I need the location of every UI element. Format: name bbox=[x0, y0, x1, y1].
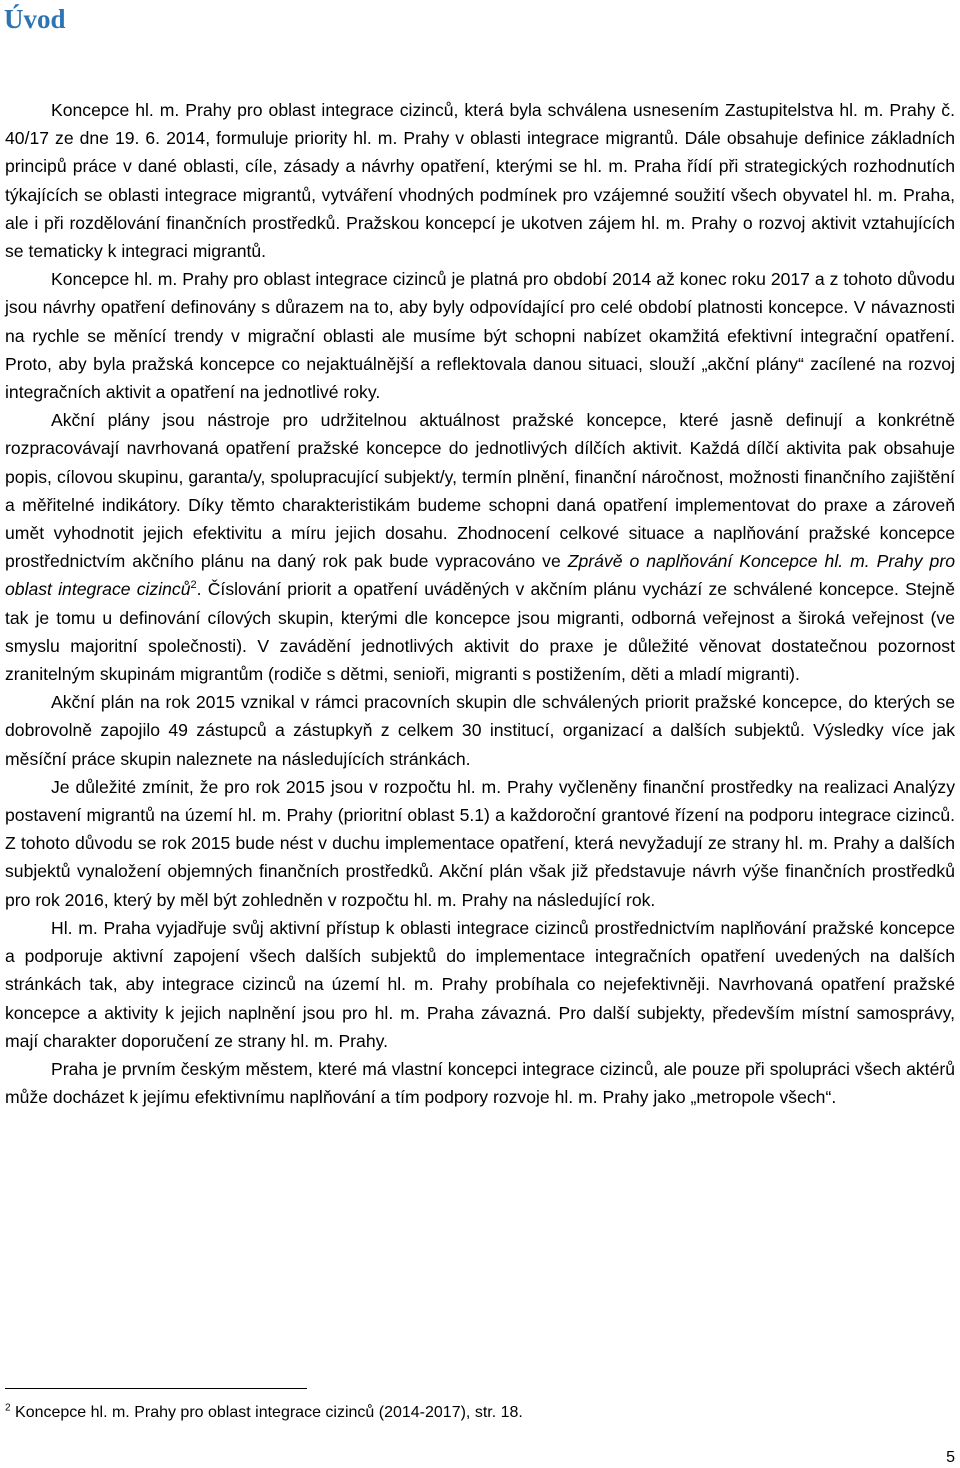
paragraph-action-plans bbox=[5, 406, 955, 688]
paragraph-action-plans-text-2: . Číslování priorit a opatření uváděných v akčním plánu vychází ze schválené koncepce. Stejně tak je tomu u definování cílových skupin, kterými dle koncepce jsou migranti, odborná veřejnost a široká veřejnost (ve smyslu majoritní společnosti). V zavádění jednotlivých aktivit do praxe je důležité věnovat dostatečnou pozornost zranitelným skupinám migrantům (rodiče s dětmi, senioři, migranti s postižením, děti a mladí migranti). bbox=[5, 579, 955, 685]
footnote-marker: 2 bbox=[5, 1402, 11, 1414]
report-title-reference: Zprávě o naplňování Koncepce hl. m. Prahy pro oblast integrace cizinců bbox=[5, 551, 955, 600]
page-number: 5 bbox=[946, 1449, 955, 1466]
paragraph-action-plans-text-1: Akční plány jsou nástroje pro udržitelnou aktuálnost pražské koncepce, které jasně definují a konkrétně rozpracovávají navrhovaná opatření pražské koncepce do jednotlivých dílčích aktivit. Každá dílčí aktivita pak obsahuje popis, cílovou skupinu, garanta/y, spolupracující subjekt/y, termín plnění, finanční náročnost, možnosti finančního zajištění a měřitelné indikátory. Díky těmto charakteristikám budeme schopni daná opatření implementovat do praxe a zároveň umět vyhodnotit jejich efektivitu a míru jejich dosahu. Zhodnocení celkové situace a naplňování pražské koncepce prostřednictvím akčního plánu na daný rok pak bude vypracováno ve bbox=[5, 410, 955, 572]
paragraph-budget: Je důležité zmínit, že pro rok 2015 jsou v rozpočtu hl. m. Prahy vyčleněny finanční prostředky na realizaci Analýzy postavení migrantů na území hl. m. Prahy (prioritní oblast 5.1) a každoroční grantové řízení na podporu integrace cizinců. Z tohoto důvodu se rok 2015 bude nést v duchu implementace opatření, která nevyžadují ze strany hl. m. Prahy a dalších subjektů vynaložení objemných finančních prostředků. Akční plán však již představuje návrh výše finančních prostředků pro rok 2016, který by měl být zohledněn v rozpočtu hl. m. Prahy na následující rok. bbox=[5, 776, 955, 910]
footnote-separator bbox=[5, 1388, 307, 1389]
paragraph-conclusion: Praha je prvním českým městem, které má vlastní koncepci integrace cizinců, ale pouze při spolupráci všech aktérů může docházet k jejímu efektivnímu naplňování a tím podpory rozvoje hl. m. Prahy jako „metropole všech“. bbox=[5, 1058, 955, 1108]
footnote bbox=[5, 1403, 523, 1423]
page-title: Úvod bbox=[4, 4, 66, 34]
footnote-reference-marker: 2 bbox=[190, 579, 197, 592]
document-body bbox=[5, 96, 955, 1111]
paragraph-active-approach: Hl. m. Praha vyjadřuje svůj aktivní přístup k oblasti integrace cizinců prostřednictvím naplňování pražské koncepce a podporuje aktivní zapojení všech dalších subjektů do implementace integračních opatření uvedených na dalších stránkách tak, aby integrace cizinců na území hl. m. Prahy probíhala co nejefektivněji. Navrhovaná opatření pražské koncepce a aktivity k jejich naplnění jsou pro hl. m. Praha závazná. Pro další subjekty, především místní samosprávy, mají charakter doporučení ze strany hl. m. Prahy. bbox=[5, 917, 955, 1051]
paragraph-action-plan-2015: Akční plán na rok 2015 vznikal v rámci pracovních skupin dle schválených priorit pražské koncepce, do kterých se dobrovolně zapojilo 49 zástupců a zástupkyň z celkem 30 institucí, organizací a dalších subjektů. Výsledky více jak měsíční práce skupin naleznete na následujících stránkách. bbox=[5, 692, 955, 769]
paragraph-intro: Koncepce hl. m. Prahy pro oblast integrace cizinců, která byla schválena usnesením Zastupitelstva hl. m. Prahy č. 40/17 ze dne 19. 6. 2014, formuluje priority hl. m. Prahy v oblasti integrace migrantů. Dále obsahuje definice základních principů práce v dané oblasti, cíle, zásady a návrhy opatření, kterými se hl. m. Praha řídí při strategických rozhodnutích týkajících se oblasti integrace migrantů, vytváření vhodných podmínek pro vzájemné soužití všech obyvatel hl. m. Praha, ale i při rozdělování finančních prostředků. Pražskou koncepcí je ukotven zájem hl. m. Prahy o rozvoj aktivit vztahujících se tematicky k integraci migrantů. bbox=[5, 100, 955, 262]
paragraph-validity: Koncepce hl. m. Prahy pro oblast integrace cizinců je platná pro období 2014 až konec roku 2017 a z tohoto důvodu jsou návrhy opatření definovány s důrazem na to, aby byly odpovídající pro celé období platnosti koncepce. V návaznosti na rychle se měnící trendy v migrační oblasti ale musíme být schopni nabízet okamžitá efektivní integrační opatření. Proto, aby byla pražská koncepce co nejaktuálnější a reflektovala danou situaci, slouží „akční plány“ zacílené na rozvoj integračních aktivit a opatření na jednotlivé roky. bbox=[5, 269, 955, 403]
footnote-text: Koncepce hl. m. Prahy pro oblast integrace cizinců (2014-2017), str. 18. bbox=[15, 1404, 523, 1421]
